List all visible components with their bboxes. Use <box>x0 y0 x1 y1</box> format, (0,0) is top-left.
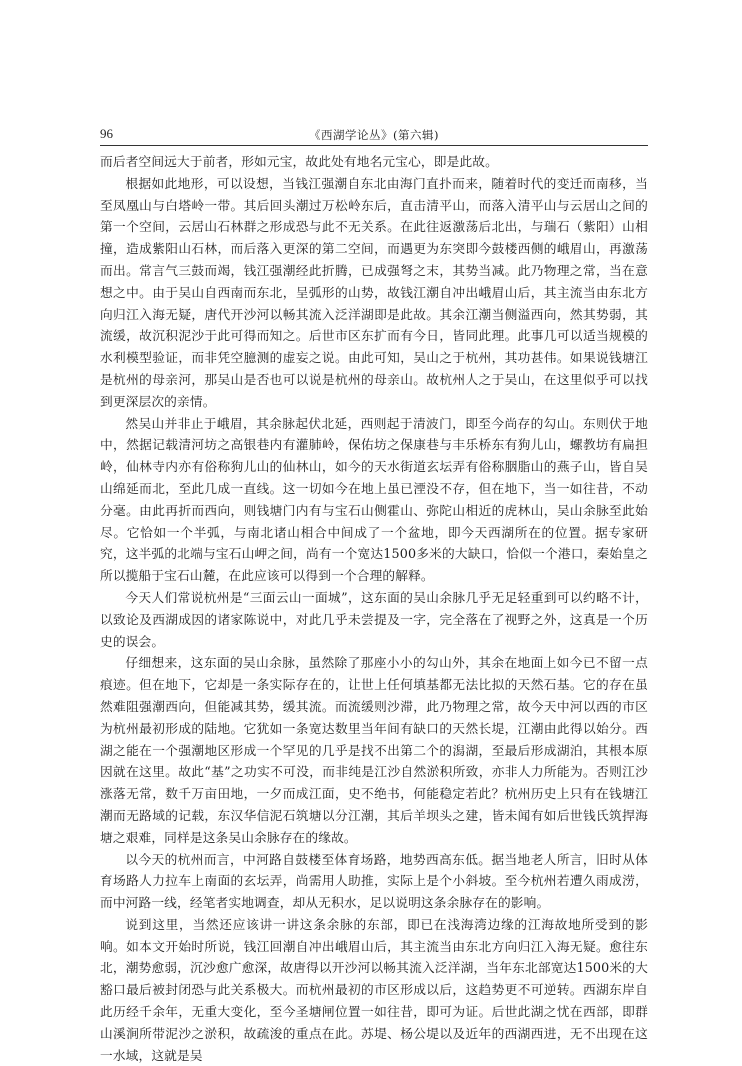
article-body <box>100 151 648 1066</box>
paragraph-wushan-ridge: 然吴山并非止于峨眉，其余脉起伏北延，西则起于清波门，即至今尚存的勾山。东则伏于地中，然据记载清河坊之高银巷内有灌肺岭，保佑坊之保康巷与丰乐桥东有狗儿山，螺教坊有扁担岭，仙林寺内亦有俗称狗儿山的仙林山，如今的天水街道玄坛弄有俗称胭脂山的燕子山，皆自吴山绵延而北，至此几成一直线。这一切如今在地上虽已湮没不存，但在地下，当一如往昔，不动分毫。由此再折而西向，则钱塘门内有与宝石山侧霍山、弥陀山相近的虎林山，吴山余脉至此始尽。它恰如一个半弧，与南北诸山相合中间成了一个盆地，即今天西湖所在的位置。据专家研究，这半弧的北端与宝石山岬之间，尚有一个宽达1500多米的大缺口，恰似一个港口，秦始皇之所以揽船于宝石山麓，在此应该可以得到一个合理的解释。 <box>100 415 648 584</box>
paragraph-continuation: 而后者空间远大于前者，形如元宝，故此处有地名元宝心，即是此故。 <box>100 154 498 169</box>
paragraph-eastern-part: 说到这里，当然还应该讲一讲这条余脉的东部，即已在浅海湾边缘的江海故地所受到的影响。如本文开始时所说，钱江回潮自冲出峨眉山后，其主流当由东北方向归江入海无疑。愈往东北，潮势愈弱，沉沙愈广愈深，故唐得以开沙河以畅其流入泛洋湖，当年东北部宽达1500米的大豁口最后被封闭恐与此关系极大。而杭州最初的市区形成以后，这趋势更不可逆转。西湖东岸自此历经千余年，无重大变化，至今圣塘闸位置一如往昔，即可为证。后世此湖之忧在西部，即群山溪涧所带泥沙之淤积，故疏浚的重点在此。苏堤、杨公堤以及近年的西湖西进，无不出现在这一水域，这就是吴 <box>100 916 648 1063</box>
page-header <box>100 125 648 146</box>
paragraph-natural-foundation: 仔细想来，这东面的吴山余脉，虽然除了那座小小的勾山外，其余在地面上如今已不留一点痕迹。但在地下，它却是一条实际存在的，让世上任何填基都无法比拟的天然石基。它的存在虽然难阻强潮西向，但能减其势，缓其流。而流缓则沙滞，此乃物理之常，故今天中河以西的市区为杭州最初形成的陆地。它犹如一条宽达数里当年间有缺口的天然长堤，江潮由此得以始分。西湖之能在一个强潮地区形成一个罕见的几乎是找不出第二个的潟湖，至最后形成湖泊，其根本原因就在这里。故此“基”之功实不可没，而非纯是江沙自然淤积所致，亦非人力所能为。否则江沙涨落无常，数千万亩田地，一夕而成江面，史不绝书，何能稳定若此？杭州历史上只有在钱塘江潮而无路域的记载，东汉华信泥石筑塘以分江潮，其后羊坝头之建，皆未闻有如后世钱氏筑捍海塘之艰难，同样是这条吴山余脉存在的缘故。 <box>100 655 648 845</box>
paragraph-historical-misunderstanding: 今天人们常说杭州是“三面云山一面城”，这东面的吴山余脉几乎无足轻重到可以约略不计，以致论及西湖成因的诸家陈说中，对此几乎未尝提及一字，完全落在了视野之外，这真是一个历史的误会。 <box>100 589 648 649</box>
running-title: 《西湖学论丛》(第六辑) <box>309 128 439 142</box>
paragraph-terrain-hypothesis: 根据如此地形，可以设想，当钱江强潮自东北由海门直扑而来，随着时代的变迁而南移，当至凤凰山与白塔岭一带。其后回头潮过万松岭东后，直击清平山，而落入清平山与云居山之间的第一个空间，云居山石林群之形成恐与此不无关系。在此往返激荡后北出，与瑞石（紫阳）山相撞，造成紫阳山石林，而后落入更深的第二空间，而遇更为东突即今鼓楼西侧的峨眉山，再激荡而出。常言气三鼓而竭，钱江强潮经此折腾，已成强弩之末，其势当减。此乃物理之常，当在意想之中。由于吴山自西南而东北，呈弧形的山势，故钱江潮自冲出峨眉山后，其主流当由东北方向归江入海无疑，唐代开沙河以畅其流入泛洋湖即是此故。其余江潮当侧溢西向，然其势弱，其流缓，故沉积泥沙于此可得而知之。后世市区东扩而有今日，皆同此理。此事几可以适当规模的水利模型验证，而非凭空臆测的虚妄之说。由此可知，吴山之于杭州，其功甚伟。如果说钱塘江是杭州的母亲河，那吴山是否也可以说是杭州的母亲山。故杭州人之于吴山，在这里似乎可以找到更深层次的亲情。 <box>100 175 648 409</box>
page-number: 96 <box>100 126 113 141</box>
paragraph-zhonghe-road: 以今天的杭州而言，中河路自鼓楼至体育场路，地势西高东低。据当地老人所言，旧时从体育场路人力拉车上南面的玄坛弄，尚需用人助推，实际上是个小斜坡。至今杭州若遭久雨成涝，而中河路一线，经笔者实地调查，却从无积水，足以说明这条余脉存在的影响。 <box>100 851 648 911</box>
